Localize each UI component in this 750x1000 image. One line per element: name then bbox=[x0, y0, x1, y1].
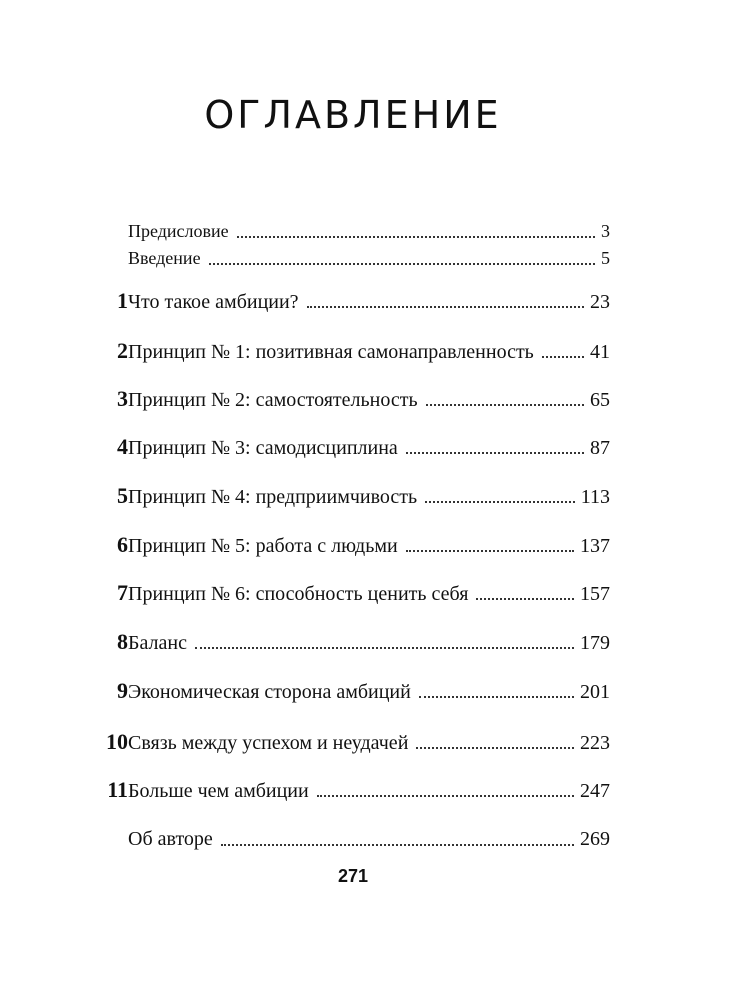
toc-entry-title: Принцип № 3: самодисциплина bbox=[128, 437, 398, 459]
toc-entry-chapter-1 bbox=[88, 288, 610, 314]
toc-entry-number: 6 bbox=[117, 532, 128, 557]
toc-entry-title: Об авторе bbox=[128, 828, 213, 850]
toc-entry-chapter-11 bbox=[88, 777, 610, 803]
toc-dot-leader bbox=[406, 452, 584, 454]
toc-entry-chapter-6 bbox=[88, 532, 610, 558]
toc-entry-chapter-3 bbox=[88, 386, 610, 412]
toc-entry-number: 9 bbox=[117, 678, 128, 703]
toc-entry-introduction bbox=[88, 245, 610, 271]
toc-entry-page: 137 bbox=[580, 535, 610, 557]
page-title: ОГЛАВЛЕНИЕ bbox=[204, 93, 502, 138]
toc-entry-chapter-10 bbox=[88, 729, 610, 755]
toc-entry-page: 41 bbox=[590, 341, 610, 363]
toc-dot-leader bbox=[542, 356, 584, 358]
toc-entry-chapter-8 bbox=[88, 629, 610, 655]
toc-entry-number: 1 bbox=[117, 288, 128, 313]
toc-dot-leader bbox=[237, 236, 595, 238]
toc-entry-title: Принцип № 1: позитивная самонаправленность bbox=[128, 341, 534, 363]
toc-dot-leader bbox=[221, 844, 574, 846]
toc-dot-leader bbox=[195, 647, 574, 649]
toc-dot-leader bbox=[406, 550, 574, 552]
toc-entry-title: Принцип № 4: предприимчивость bbox=[128, 486, 418, 508]
toc-entry-chapter-5 bbox=[88, 483, 610, 509]
toc-entry-number: 10 bbox=[106, 729, 128, 754]
toc-entry-page: 269 bbox=[580, 828, 610, 850]
toc-entry-number: 7 bbox=[117, 580, 128, 605]
toc-entry-title: Что такое амбиции? bbox=[128, 291, 299, 313]
toc-dot-leader bbox=[476, 598, 574, 600]
toc-entry-page: 3 bbox=[601, 221, 610, 241]
toc-entry-chapter-2 bbox=[88, 338, 610, 364]
toc-entry-chapter-4 bbox=[88, 434, 610, 460]
page-number: 271 bbox=[337, 866, 369, 886]
toc-dot-leader bbox=[209, 263, 595, 265]
toc-entry-title: Больше чем амбиции bbox=[128, 780, 309, 802]
toc-entry-page: 65 bbox=[590, 389, 610, 411]
toc-entry-title: Принцип № 6: способность ценить себя bbox=[128, 583, 469, 605]
toc-entry-chapter-9 bbox=[88, 678, 610, 704]
toc-dot-leader bbox=[425, 501, 575, 503]
toc-entry-number: 4 bbox=[117, 434, 128, 459]
toc-entry-number: 3 bbox=[117, 386, 128, 411]
toc-entry-page: 23 bbox=[590, 291, 610, 313]
toc-dot-leader bbox=[317, 795, 574, 797]
toc-entry-title: Баланс bbox=[128, 632, 187, 654]
toc-entry-title: Принцип № 2: самостоятельность bbox=[128, 389, 418, 411]
toc-entry-preface bbox=[88, 218, 610, 244]
toc-entry-page: 179 bbox=[580, 632, 610, 654]
toc-entry-title: Принцип № 5: работа с людьми bbox=[128, 535, 398, 557]
toc-entry-page: 87 bbox=[590, 437, 610, 459]
toc-entry-page: 113 bbox=[580, 486, 610, 508]
toc-entry-title: Введение bbox=[128, 248, 201, 268]
toc-entry-number: 5 bbox=[117, 483, 128, 508]
toc-entry-title: Предисловие bbox=[128, 221, 229, 241]
toc-entry-chapter-7 bbox=[88, 580, 610, 606]
toc-entry-page: 201 bbox=[580, 681, 610, 703]
toc-dot-leader bbox=[307, 306, 584, 308]
toc-entry-page: 223 bbox=[580, 732, 610, 754]
toc-entry-title: Экономическая сторона амбиций bbox=[128, 681, 411, 703]
toc-entry-number: 11 bbox=[107, 777, 128, 802]
toc-entry-number: 8 bbox=[117, 629, 128, 654]
toc-entry-page: 157 bbox=[580, 583, 610, 605]
toc-dot-leader bbox=[419, 696, 574, 698]
toc-dot-leader bbox=[426, 404, 584, 406]
toc-dot-leader bbox=[416, 747, 574, 749]
toc-entry-page: 5 bbox=[601, 248, 610, 268]
toc-entry-about-author bbox=[88, 826, 610, 852]
toc-entry-page: 247 bbox=[580, 780, 610, 802]
toc-entry-title: Связь между успехом и неудачей bbox=[128, 732, 409, 754]
toc-entry-number: 2 bbox=[117, 338, 128, 363]
